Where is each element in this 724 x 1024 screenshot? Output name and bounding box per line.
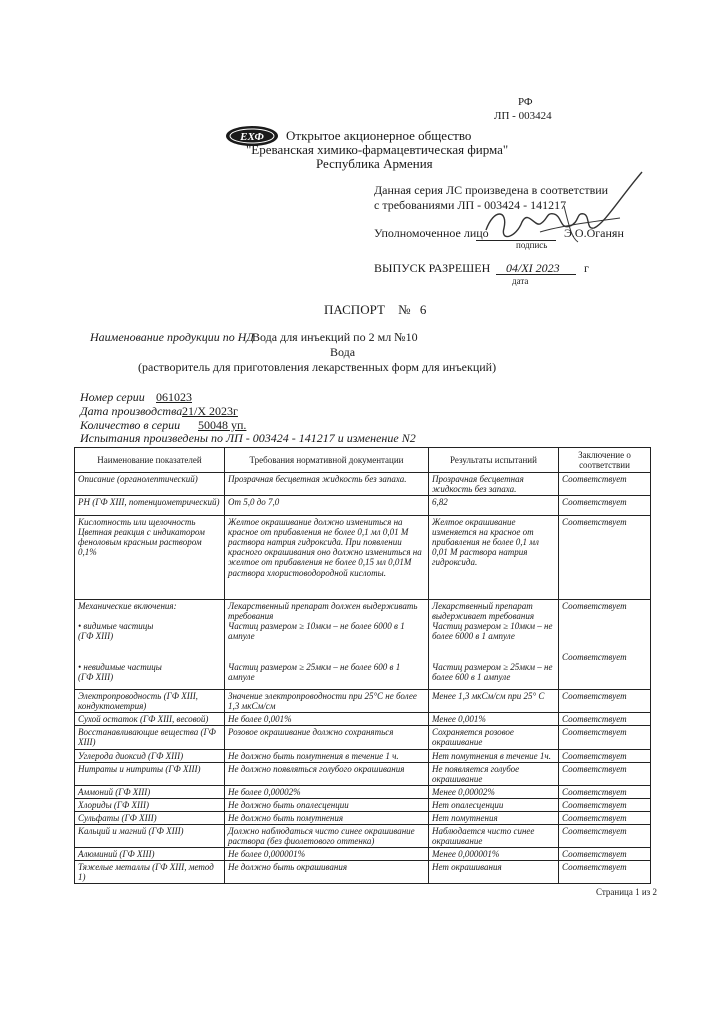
requirement-cell: Розовое окрашивание должно сохраняться bbox=[225, 726, 429, 749]
result-cell: Желтое окрашивание изменяется на красное от прибавления не более 0,1 мл 0,01 М раствора натрия гидроксида. bbox=[429, 516, 559, 600]
conclusion-cell: Соответствует bbox=[559, 749, 651, 762]
conclusion-cell: Соответствует bbox=[559, 798, 651, 811]
indicator-cell: Нитраты и нитриты (ГФ XIII) bbox=[75, 762, 225, 785]
conclusion-cell: Соответствует bbox=[559, 861, 651, 884]
conclusion-cell: Соответствует bbox=[559, 516, 651, 600]
requirement-cell: Значение электропроводности при 25°С не более 1,3 мкСм/см bbox=[225, 690, 429, 713]
requirement-cell: Прозрачная бесцветная жидкость без запаха. bbox=[225, 473, 429, 496]
series-label: Номер серии bbox=[80, 390, 145, 404]
result-cell: Прозрачная бесцветная жидкость без запаха. bbox=[429, 473, 559, 496]
conclusion-cell: Соответствует bbox=[559, 811, 651, 824]
result-cell: Менее 0,00002% bbox=[429, 785, 559, 798]
passport-number: 6 bbox=[419, 302, 427, 317]
table-header-row bbox=[75, 448, 651, 473]
table-row bbox=[75, 762, 651, 785]
indicator-cell: Аммоний (ГФ XIII) bbox=[75, 785, 225, 798]
table-row bbox=[75, 785, 651, 798]
conclusion-cell: Соответствует bbox=[559, 848, 651, 861]
compliance-line-1: Данная серия ЛС произведена в соответствии bbox=[374, 183, 609, 197]
header-requirements: Требования нормативной документации bbox=[225, 448, 429, 473]
passport-number-sign: № bbox=[398, 302, 411, 317]
result-cell: Нет окрашивания bbox=[429, 861, 559, 884]
production-date-label: Дата производства bbox=[80, 404, 183, 418]
table-row bbox=[75, 600, 651, 690]
table-row bbox=[75, 798, 651, 811]
requirement-cell: Должно наблюдаться чисто синее окрашивание раствора (без фиолетового оттенка) bbox=[225, 825, 429, 848]
company-line-2: "Ереванская химико-фармацевтическая фирма" bbox=[246, 142, 509, 157]
table-row bbox=[75, 726, 651, 749]
indicator-cell: Описание (органолептический) bbox=[75, 473, 225, 496]
indicator-cell: PH (ГФ XIII, потенциометрический) bbox=[75, 496, 225, 516]
table-row bbox=[75, 496, 651, 516]
result-cell: 6,82 bbox=[429, 496, 559, 516]
requirement-cell: Не более 0,001% bbox=[225, 713, 429, 726]
indicator-cell: Восстанавливающие вещества (ГФ XIII) bbox=[75, 726, 225, 749]
table-row bbox=[75, 713, 651, 726]
page-number: Страница 1 из 2 bbox=[596, 887, 657, 897]
indicator-cell: Сульфаты (ГФ XIII) bbox=[75, 811, 225, 824]
requirement-cell: Лекарственный препарат должен выдерживать требования Частиц размером ≥ 10мкм – не более 6000 в 1 ампуле Частиц размером ≥ 25мкм – не более 600 в 1 ампуле bbox=[225, 600, 429, 690]
series-value: 061023 bbox=[156, 390, 192, 404]
requirement-cell: Не должно быть окрашивания bbox=[225, 861, 429, 884]
table-row bbox=[75, 690, 651, 713]
requirement-cell: Желтое окрашивание должно измениться на красное от прибавления не более 0,1 мл 0,01 М раствора натрия гидроксида. При появлении красного окрашивания оно должно измениться на желтое от прибавления не более 0,15 мл 0,01М раствора хлористоводородной кислоты. bbox=[225, 516, 429, 600]
header-results: Результаты испытаний bbox=[429, 448, 559, 473]
company-line-3: Республика Армения bbox=[316, 156, 433, 171]
indicator-cell: Кальций и магний (ГФ XIII) bbox=[75, 825, 225, 848]
quantity-value: 50048 уп. bbox=[198, 418, 247, 432]
table-row bbox=[75, 848, 651, 861]
requirement-cell: Не более 0,000001% bbox=[225, 848, 429, 861]
conclusion-cell: Соответствует bbox=[559, 825, 651, 848]
product-name: Вода для инъекций по 2 мл №10 bbox=[252, 330, 418, 344]
release-date: 04/XI 2023 bbox=[506, 261, 560, 275]
conclusion-cell: Соответствует bbox=[559, 496, 651, 516]
specification-table bbox=[74, 447, 651, 884]
result-cell: Нет помутнения bbox=[429, 811, 559, 824]
product-short-name: Вода bbox=[330, 345, 356, 359]
requirement-cell: Не должно быть опалесценции bbox=[225, 798, 429, 811]
requirement-cell: Не должно быть помутнения в течение 1 ч. bbox=[225, 749, 429, 762]
table-row bbox=[75, 473, 651, 496]
quantity-label: Количество в серии bbox=[80, 418, 181, 432]
table-row bbox=[75, 861, 651, 884]
conclusion-cell: Соответствует bbox=[559, 473, 651, 496]
date-caption: дата bbox=[512, 276, 529, 286]
conclusion-cell: Соответствует bbox=[559, 690, 651, 713]
indicator-cell: Углерода диоксид (ГФ XIII) bbox=[75, 749, 225, 762]
conclusion-cell: Соответствует bbox=[559, 762, 651, 785]
requirement-cell: Не должно появляться голубого окрашивания bbox=[225, 762, 429, 785]
result-cell: Менее 0,001% bbox=[429, 713, 559, 726]
product-purpose: (растворитель для приготовления лекарственных форм для инъекций) bbox=[138, 360, 497, 374]
conclusion-cell: Соответствует bbox=[559, 726, 651, 749]
product-label: Наименование продукции по НД bbox=[90, 330, 255, 344]
authorized-person-label: Уполномоченное лицо bbox=[374, 226, 489, 240]
release-date-suffix: г bbox=[584, 261, 589, 275]
result-cell: Нет помутнения в течение 1ч. bbox=[429, 749, 559, 762]
handwritten-signature bbox=[480, 168, 650, 248]
table-row bbox=[75, 825, 651, 848]
country-code: РФ bbox=[518, 96, 533, 108]
table-row bbox=[75, 516, 651, 600]
authorized-person-name: Э.О.Оганян bbox=[564, 226, 624, 240]
requirement-cell: От 5,0 до 7,0 bbox=[225, 496, 429, 516]
conclusion-cell: Соответствует bbox=[559, 785, 651, 798]
requirement-cell: Не должно быть помутнения bbox=[225, 811, 429, 824]
result-cell: Менее 1,3 мкСм/см при 25° С bbox=[429, 690, 559, 713]
result-cell: Наблюдается чисто синее окрашивание bbox=[429, 825, 559, 848]
conclusion-cell: Соответствует Соответствует bbox=[559, 600, 651, 690]
indicator-cell: Сухой остаток (ГФ XIII, весовой) bbox=[75, 713, 225, 726]
table-row bbox=[75, 811, 651, 824]
production-date-value: 21/X 2023г bbox=[182, 404, 238, 418]
company-line-1: Открытое акционерное общество bbox=[286, 128, 472, 143]
registration-number: ЛП - 003424 bbox=[494, 110, 552, 122]
indicator-cell: Электропроводность (ГФ XIII, кондуктометрия) bbox=[75, 690, 225, 713]
indicator-cell: Кислотность или щелочность Цветная реакция с индикатором феноловым красным раствором 0,1% bbox=[75, 516, 225, 600]
indicator-cell: Хлориды (ГФ XIII) bbox=[75, 798, 225, 811]
indicator-cell: Алюминий (ГФ XIII) bbox=[75, 848, 225, 861]
release-label: ВЫПУСК РАЗРЕШЕН bbox=[374, 261, 491, 275]
result-cell: Лекарственный препарат выдерживает требования Частиц размером ≥ 10мкм – не более 6000 в 1 ампуле Частиц размером ≥ 25мкм – не более 600 в 1 ампуле bbox=[429, 600, 559, 690]
passport-title bbox=[324, 302, 426, 318]
header-conclusion: Заключение о соответствии bbox=[559, 448, 651, 473]
result-cell: Менее 0,000001% bbox=[429, 848, 559, 861]
result-cell: Нет опалесценции bbox=[429, 798, 559, 811]
conclusion-cell: Соответствует bbox=[559, 713, 651, 726]
signature-caption: подпись bbox=[516, 240, 548, 250]
tests-label: Испытания произведены по ЛП - 003424 - 141217 и изменение N2 bbox=[80, 431, 416, 445]
compliance-line-2: с требованиями ЛП - 003424 - 141217 bbox=[374, 198, 567, 212]
requirement-cell: Не более 0,00002% bbox=[225, 785, 429, 798]
passport-title-text: ПАСПОРТ bbox=[324, 302, 385, 317]
result-cell: Сохраняется розовое окрашивание bbox=[429, 726, 559, 749]
table-row bbox=[75, 749, 651, 762]
indicator-cell: Механические включения: • видимые частицы (ГФ XIII) • невидимые частицы (ГФ XIII) bbox=[75, 600, 225, 690]
header-indicator: Наименование показателей bbox=[75, 448, 225, 473]
indicator-cell: Тяжелые металлы (ГФ XIII, метод 1) bbox=[75, 861, 225, 884]
svg-text:ЕХФ: ЕХФ bbox=[240, 131, 264, 143]
result-cell: Не появляется голубое окрашивание bbox=[429, 762, 559, 785]
